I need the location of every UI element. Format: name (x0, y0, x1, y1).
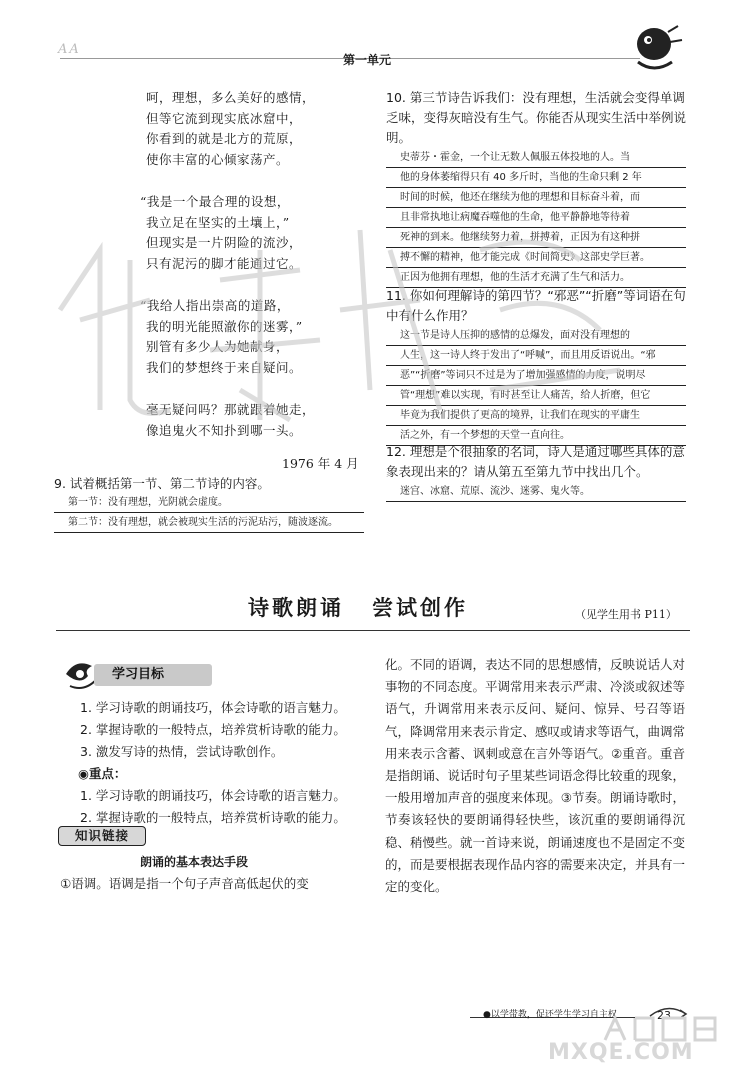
page-number: 23 (657, 1009, 671, 1022)
answer-line: 且非常执地让病魔吞噬他的生命，他平静静地等待着 (386, 208, 686, 228)
answer-line: 死神的到来。他继续努力着，拼搏着，正因为有这种拼 (386, 228, 686, 248)
goals-list (80, 697, 370, 829)
site-watermark: MXQE.COM (548, 1040, 694, 1065)
goal-item: 2. 掌握诗歌的一般特点，培养赏析诗歌的能力。 (80, 722, 346, 737)
question-12-text: 12. 理想是个很抽象的名词，诗人是通过哪些具体的意象表现出来的？请从第五至第九节中找出几个。 (386, 444, 685, 479)
key-item: 1. 学习诗歌的朗诵技巧，体会诗歌的语言魅力。 (80, 788, 346, 803)
poem-stanza-3 (140, 296, 303, 378)
answer-line: 史蒂芬・霍金，一个让无数人佩服五体投地的人。当 (386, 148, 686, 168)
question-9-text: 9. 试着概括第一节、第二节诗的内容。 (54, 476, 270, 491)
goals-banner: 学习目标 (94, 664, 212, 686)
section-title (248, 592, 468, 622)
poem-line: 像追鬼火不知扑到哪一头。 (146, 422, 303, 438)
question-11 (386, 286, 686, 446)
question-10-text: 10. 第三节诗告诉我们：没有理想，生活就会变得单调乏味，变得灰暗没有生气。你能否从现实生活中举例说明。 (386, 90, 687, 145)
poem-line: 我的明光能照澈你的迷雾，” (146, 318, 303, 334)
poem-line: 你看到的就是北方的荒原， (146, 131, 303, 146)
poem-line: 别管有多少人为她献身， (146, 339, 290, 354)
knowledge-title: 朗诵的基本表达手段 (140, 855, 249, 869)
poem-line: 使你丰富的心倾家荡产。 (146, 151, 290, 167)
poem-stanza-1 (146, 88, 315, 170)
key-points-label: ◉重点： (78, 766, 127, 781)
answer-line: 活之外，有一个梦想的天堂一直向往。 (386, 426, 686, 446)
question-12 (386, 442, 686, 502)
poem-line: 只有泥污的脚才能通过它。 (146, 255, 303, 271)
question-11-text: 11. 你如何理解诗的第四节？“邪恶”“折磨”等词语在句中有什么作用？ (386, 288, 686, 323)
answer-line: 管“理想”难以实现，有时甚至让人痛苦，给人折磨，但它 (386, 386, 686, 406)
poem-line: 呵，理想，多么美好的感情， (146, 90, 316, 105)
answer-line: 人生，这一诗人终于发出了“呼喊”，而且用反语说出。“邪 (386, 346, 686, 366)
question-10 (386, 88, 686, 288)
answer-line: 毕竟为我们提供了更高的境界，让我们在现实的平庸生 (386, 406, 686, 426)
goal-item: 1. 学习诗歌的朗诵技巧，体会诗歌的语言魅力。 (80, 700, 346, 715)
section-divider (56, 630, 690, 631)
question-9 (54, 475, 364, 533)
answer-line: 这一节是诗人压抑的感情的总爆发，面对没有理想的 (386, 326, 686, 346)
header-left-mark: AA (58, 42, 81, 57)
poem-line: 但等它流到现实底冰窟中， (146, 110, 303, 126)
answer-line: 他的身体萎缩得只有 40 多斤时，当他的生命只剩 2 年 (386, 168, 686, 188)
answer-line: 恶”“折磨”等词只不过是为了增加强感情的力度，说明尽 (386, 366, 686, 386)
poem-line: 我们的梦想终于来自疑问。 (146, 359, 303, 375)
mascot-icon (628, 22, 684, 74)
poem-line: 毫无疑问吗？那就跟着她走， (146, 402, 316, 417)
poem-stanza-2 (140, 192, 303, 274)
answer-line: 正因为他拥有理想，他的生活才充满了生气和活力。 (386, 268, 686, 288)
answer-line: 迷宫、冰窟、荒原、流沙、迷雾、鬼火等。 (386, 482, 686, 502)
poem-line: “我是一个最合理的设想， (140, 194, 290, 209)
answer-line: 第二节：没有理想，就会被现实生活的污泥玷污，随波逐流。 (54, 513, 364, 533)
unit-title: 第一单元 (343, 53, 392, 67)
answer-line: 时间的时候，他还在继续为他的理想和目标奋斗着，而 (386, 188, 686, 208)
poem-line: 但现实是一片阴险的流沙， (146, 235, 303, 250)
answer-line: 搏不懈的精神，他才能完成《时间简史》这部史学巨著。 (386, 248, 686, 268)
poem-line: “我给人指出崇高的道路， (140, 298, 290, 313)
knowledge-text: ①语调。语调是指一个句子声音高低起伏的变 (60, 876, 309, 891)
answer-line: 第一节：没有理想，光阴就会虚度。 (54, 493, 364, 513)
section-title-a: 诗歌朗诵 (248, 595, 344, 620)
right-column-text: 化。不同的语调，表达不同的思想感情，反映说话人对事物的不同态度。平调常用来表示严肃、冷淡或叙述等语气，升调常用来表示反问、疑问、惊异、号召等语气，降调常用来表示肯定、感叹或请求等语气，曲调常用来表示含蓄、讽刺或意在言外等语气。②重音。重音是指朗诵、说话时句子里某些词语念得比较重的现象，一般用增加声音的强度来体现。③节奏。朗诵诗歌时，节奏该轻快的要朗诵得轻快些，该沉重的要朗诵得沉稳、稍慢些。就一首诗来说，朗诵速度也不是固定不变的，而是要根据表现作品内容的需要来决定，并具有一定的变化。 (385, 657, 686, 895)
poem-stanza-4 (146, 400, 315, 441)
goal-item: 3. 激发写诗的热情，尝试诗歌创作。 (80, 744, 284, 759)
footer-slogan: ●以学带教，促还学生学习自主权 (483, 1010, 617, 1020)
section-reference: （见学生用书 P11） (575, 608, 677, 621)
poem-line: 我立足在坚实的土壤上，” (146, 214, 290, 230)
knowledge-banner: 知识链接 (58, 826, 146, 846)
section-title-b: 尝试创作 (372, 595, 468, 620)
poem-date: 1976 年 4 月 (282, 456, 359, 471)
key-item: 2. 掌握诗歌的一般特点，培养赏析诗歌的能力。 (80, 810, 346, 825)
